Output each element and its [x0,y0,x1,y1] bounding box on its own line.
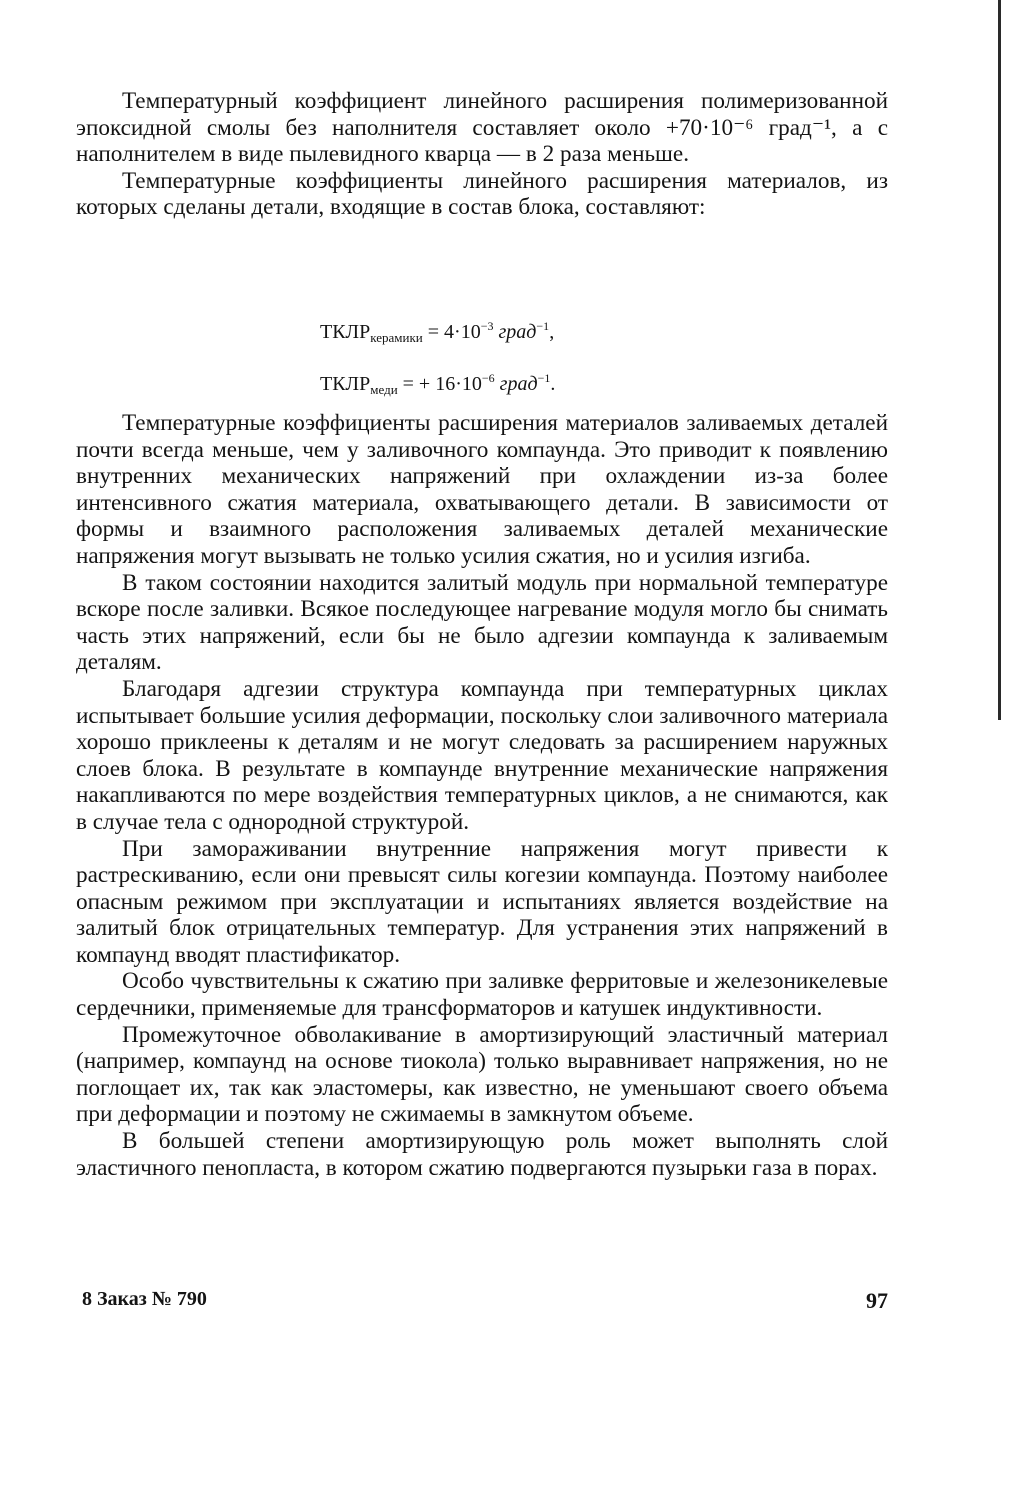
paragraph-9: В большей степени амортизирующую роль может выполнять слой эластичного пенопласта, в котором сжатию подвергаются пузырьки газа в порах. [76,1128,888,1181]
formula-subscript: керамики [370,330,423,345]
formula-unit-exponent: −1 [537,371,551,385]
formula-unit: град [498,321,537,343]
paragraph-3: Температурные коэффициенты расширения материалов заливаемых деталей почти всегда меньше, чем у заливочного компаунда. Это приводит к появлению внутренних механических напряжений при охлаждении из-за более интенсивного сжатия материала, охватывающего детали. В зависимости от формы и взаимного расположения заливаемых деталей механические напряжения могут вызывать не только усилия сжатия, но и усилия изгиба. [76,410,888,569]
formula-copper [320,358,555,410]
formula-subscript: меди [370,382,398,397]
formula-exponent: −3 [480,319,494,333]
formula-value: = 4·10 [427,321,481,343]
formula-value: = + 16·10 [402,373,482,395]
formula-label: ТКЛР [320,321,371,343]
formula-exponent: −6 [481,371,495,385]
formula-end: . [550,373,556,395]
page-edge-line [998,0,1001,720]
paragraph-6: При замораживании внутренние напряжения могут привести к растрескиванию, если они превысят силы когезии компаунда. Поэтому наиболее опасным режимом при эксплуатации и испытаниях является воздействие на залитый блок отрицательных температур. Для устранения этих напряжений в компаунд вводят пластификатор. [76,835,888,968]
top-text-block [76,88,888,221]
formula-ceramics [320,306,555,358]
paragraph-4: В таком состоянии находится залитый модуль при нормальной температуре вскоре после заливки. Всякое последующее нагревание модуля могло бы снимать часть этих напряжений, если бы не было адгезии компаунда к заливаемым деталям. [76,569,888,676]
formula-block [320,306,555,410]
printer-signature: 8 Заказ № 790 [82,1288,207,1310]
formula-unit-exponent: −1 [536,319,550,333]
paragraph-8: Промежуточное обволакивание в амортизирующий эластичный материал (например, компаунд на основе тиокола) только выравнивает напряжения, но не поглощает их, так как эластомеры, как известно, не уменьшают своего объема при деформации и поэтому не сжимаемы в замкнутом объеме. [76,1021,888,1128]
paragraph-1: Температурный коэффициент линейного расширения полимеризованной эпоксидной смолы без наполнителя составляет около +70·10⁻⁶ град⁻¹, а с наполнителем в виде пылевидного кварца — в 2 раза меньше. [76,88,888,168]
paragraph-7: Особо чувствительны к сжатию при заливке ферритовые и железоникелевые сердечники, применяемые для трансформаторов и катушек индуктивности. [76,968,888,1022]
formula-end: , [549,321,555,343]
formula-label: ТКЛР [320,373,371,395]
paragraph-2: Температурные коэффициенты линейного расширения материалов, из которых сделаны детали, входящие в состав блока, составляют: [76,167,888,221]
formula-unit: град [499,373,538,395]
page-number: 97 [866,1288,888,1313]
paragraph-5: Благодаря адгезии структура компаунда при температурных циклах испытывает большие усилия деформации, поскольку слои заливочного материала хорошо приклеены к деталям и не могут следовать за расширением наружных слоев блока. В результате в компаунде внутренние механические напряжения накапливаются по мере воздействия температурных циклов, а не снимаются, как в случае тела с однородной структурой. [76,675,888,835]
main-text-block [76,410,888,1181]
